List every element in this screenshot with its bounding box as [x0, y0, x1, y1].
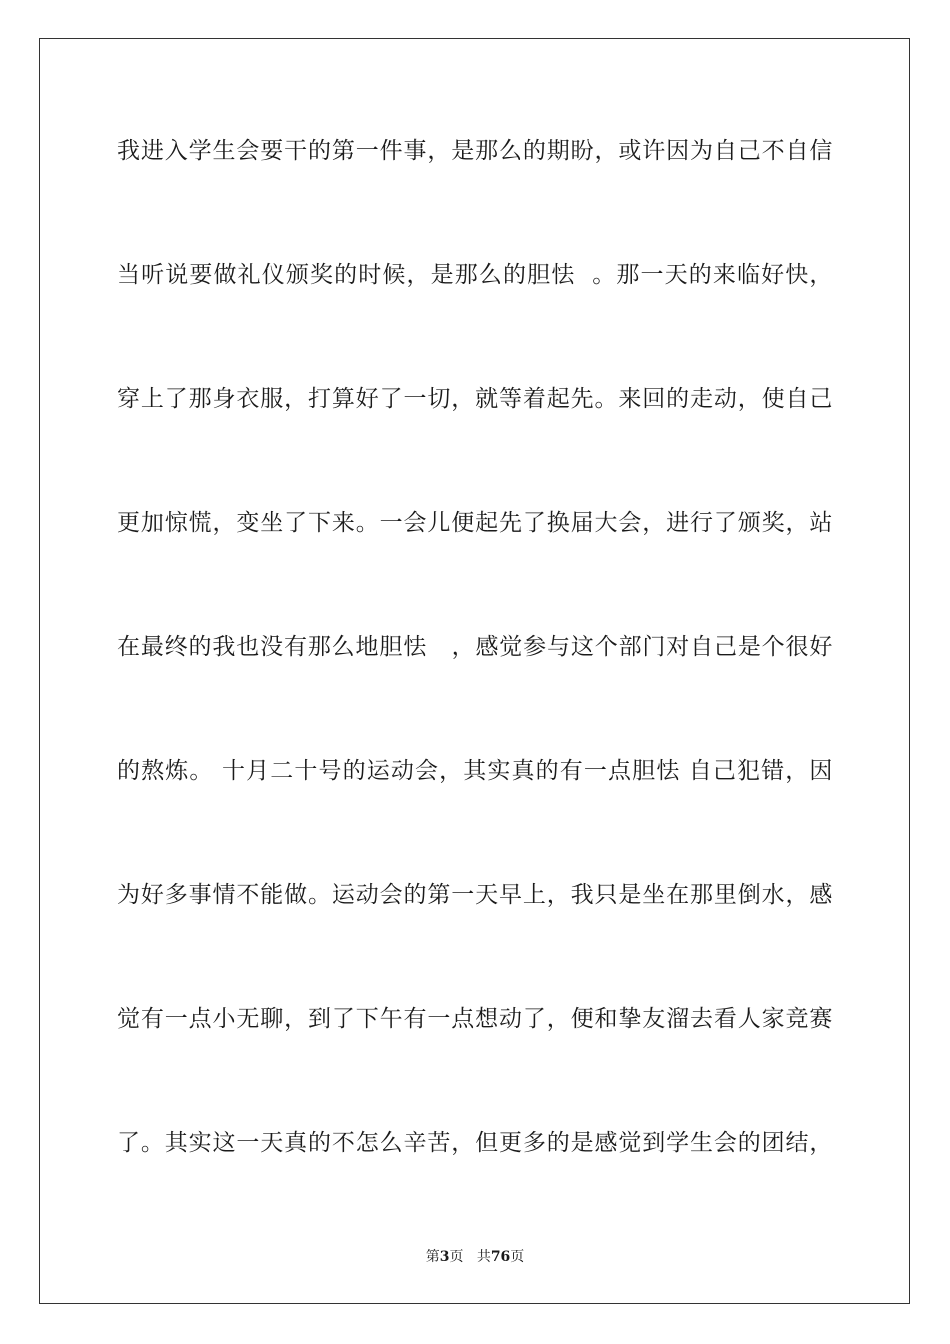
page-label-suffix: 页 [449, 1249, 464, 1265]
page-number: 3 [439, 1249, 450, 1265]
body-text-line: 为好多事情不能做。运动会的第一天早上，我只是坐在那里倒水，感 [117, 882, 833, 908]
page-label-prefix: 第 [425, 1249, 440, 1265]
page-border [39, 38, 910, 1304]
body-text-line: 在最终的我也没有那么地胆怯 ，感觉参与这个部门对自己是个很好 [117, 634, 833, 660]
body-text-line: 穿上了那身衣服，打算好了一切，就等着起先。来回的走动，使自己 [117, 386, 833, 412]
total-pages: 76 [490, 1249, 511, 1265]
page-footer [0, 1248, 950, 1266]
body-text-line: 了。其实这一天真的不怎么辛苦，但更多的是感觉到学生会的团结， [117, 1130, 833, 1156]
body-text-line: 更加惊慌，变坐了下来。一会儿便起先了换届大会，进行了颁奖，站 [117, 510, 833, 536]
body-text-line: 的熬炼。 十月二十号的运动会，其实真的有一点胆怯 自己犯错，因 [117, 758, 833, 784]
total-label-suffix: 页 [510, 1249, 525, 1265]
total-label-prefix: 共 [476, 1249, 491, 1265]
body-text-line: 觉有一点小无聊，到了下午有一点想动了，便和挚友溜去看人家竞赛 [117, 1006, 833, 1032]
body-text-line: 我进入学生会要干的第一件事，是那么的期盼，或许因为自己不自信 [117, 138, 833, 164]
body-text-line: 当听说要做礼仪颁奖的时候，是那么的胆怯 。那一天的来临好快， [117, 262, 833, 288]
